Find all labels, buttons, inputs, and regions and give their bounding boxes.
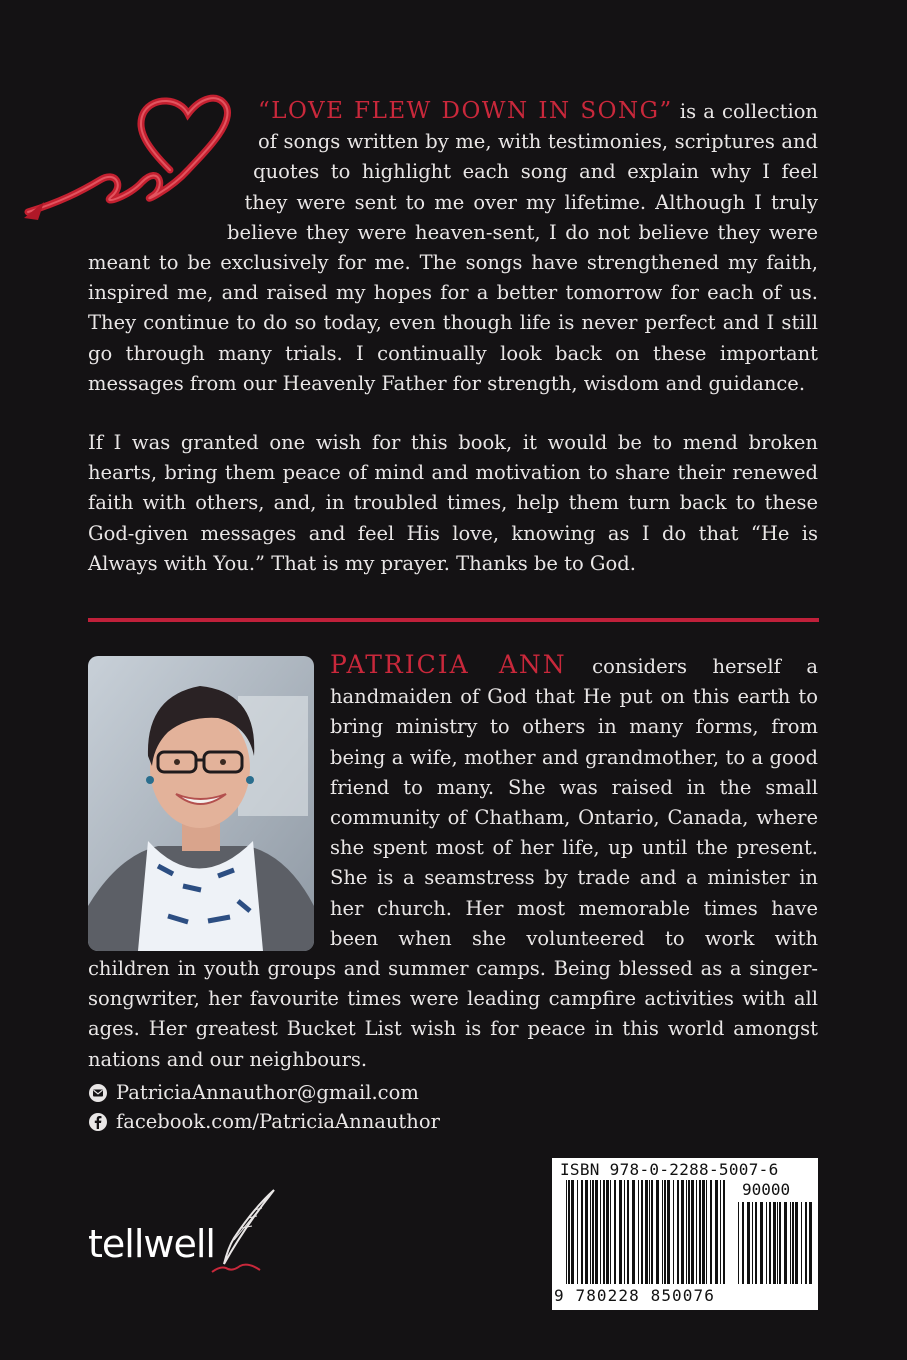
section-divider	[88, 618, 819, 622]
barcode-bars	[552, 1180, 818, 1288]
author-bio	[88, 650, 818, 1075]
barcode-bar	[747, 1202, 750, 1284]
blurb-paragraph-2: If I was granted one wish for this book, it would be to mend broken hearts, bring them peace of mind and motivation to share their renewed faith with others, and, in troubled times, help them turn back to these God-given messages and feel His love, knowing as I do that “He is Always with You.” That is my prayer. Thanks be to God.	[88, 431, 818, 575]
barcode-bar	[619, 1180, 622, 1284]
barcode-bar	[696, 1180, 697, 1284]
barcode-bar	[795, 1202, 798, 1284]
barcode-bar	[641, 1180, 643, 1284]
barcode-bar	[638, 1180, 639, 1284]
barcode-bar	[809, 1202, 812, 1284]
barcode-bar	[610, 1180, 611, 1284]
barcode-bar	[801, 1202, 802, 1284]
author-contact	[88, 1078, 440, 1136]
barcode-bar	[777, 1202, 778, 1284]
email-row[interactable]	[88, 1078, 440, 1107]
publisher-logo: tellwell	[88, 1222, 215, 1266]
barcode-bar	[592, 1180, 594, 1284]
barcode-bar	[742, 1202, 744, 1284]
facebook-icon	[88, 1112, 108, 1132]
barcode-bar	[624, 1180, 625, 1284]
barcode-bar	[656, 1180, 659, 1284]
price-code: 90000	[742, 1180, 791, 1199]
barcode-bar	[784, 1202, 787, 1284]
barcode-bar	[614, 1180, 616, 1284]
barcode-bar	[738, 1202, 739, 1284]
barcode-bar	[595, 1180, 598, 1284]
barcode-bar	[600, 1180, 601, 1284]
barcode-bar	[723, 1180, 725, 1284]
author-name: PATRICIA ANN	[330, 650, 567, 679]
author-facebook[interactable]: facebook.com/PatriciaAnnauthor	[116, 1110, 440, 1133]
barcode-bar	[651, 1180, 653, 1284]
barcode-bar	[702, 1180, 705, 1284]
barcode-bar	[649, 1180, 650, 1284]
barcode-bar	[706, 1180, 707, 1284]
envelope-icon	[88, 1083, 108, 1103]
blurb-paragraph-1-text: is a collection of songs written by me, with testimonies, scriptures and quotes to highlight each song and explain why I feel they were sent to me over my lifetime. Although I truly believe they were heaven-sent, I do not believe they were meant to be exclusively for me. The songs have strengthened my faith, inspired me, and raised my hopes for a better tomorrow for each of us. They continue to do so today, even though life is never perfect and I still go through many trials. I continually look back on these important messages from our Heavenly Father for strength, wisdom and guidance.	[88, 100, 818, 395]
barcode-bar	[688, 1180, 690, 1284]
isbn-barcode	[552, 1158, 818, 1310]
barcode-bar	[568, 1180, 570, 1284]
barcode-bar	[585, 1180, 588, 1284]
barcode-bar	[664, 1180, 666, 1284]
book-title: “LOVE FLEW DOWN IN SONG”	[258, 98, 673, 124]
barcode-bar	[673, 1180, 674, 1284]
author-bio-text: considers herself a handmaiden of God that He put on this earth to bring ministry to others in many forms, from being a wife, mother and grandmother, to a good friend to many. She was raised in the small community of Chatham, Ontario, Canada, where she spent most of her life, up until the present. She is a seamstress by trade and a minister in her church. Her most memorable times have been when she volunteered to work with children in youth groups and summer camps. Being blessed as a singer- songwriter, her favourite times were leading campfire activities with all ages. Her greatest Bucket List wish is for peace in this world amongst nations and our neighbours.	[88, 655, 818, 1071]
author-email[interactable]: PatriciaAnnauthor@gmail.com	[116, 1081, 419, 1104]
barcode-bar	[755, 1202, 757, 1284]
blurb-paragraph-1	[88, 96, 818, 399]
barcode-bar	[606, 1180, 609, 1284]
barcode-bar	[752, 1202, 753, 1284]
isbn-number: ISBN 978-0-2288-5007-6	[560, 1160, 779, 1179]
barcode-bar	[681, 1180, 684, 1284]
barcode-bar	[686, 1180, 687, 1284]
barcode-bar	[720, 1180, 721, 1284]
barcode-bar	[790, 1202, 791, 1284]
barcode-bar	[603, 1180, 605, 1284]
barcode-bar	[769, 1202, 771, 1284]
barcode-bar	[805, 1202, 807, 1284]
barcode-bar	[571, 1180, 574, 1284]
barcode-bar	[699, 1180, 701, 1284]
barcode-bar	[577, 1180, 578, 1284]
barcode-bar	[691, 1180, 694, 1284]
barcode-bar	[662, 1180, 663, 1284]
barcode-bar	[627, 1180, 629, 1284]
barcode-bar	[779, 1202, 781, 1284]
back-cover-blurb	[88, 96, 818, 579]
barcode-bar	[590, 1180, 591, 1284]
barcode-digits: 9 780228 850076	[554, 1286, 715, 1305]
barcode-bar	[677, 1180, 679, 1284]
barcode-bar	[773, 1202, 776, 1284]
barcode-bar	[566, 1180, 567, 1284]
barcode-bar	[766, 1202, 767, 1284]
barcode-bar	[645, 1180, 648, 1284]
barcode-bar	[710, 1180, 712, 1284]
facebook-row[interactable]	[88, 1107, 440, 1136]
barcode-bar	[760, 1202, 763, 1284]
barcode-bar	[715, 1180, 718, 1284]
barcode-bar	[792, 1202, 794, 1284]
barcode-bar	[581, 1180, 583, 1284]
barcode-bar	[632, 1180, 635, 1284]
barcode-bar	[667, 1180, 670, 1284]
